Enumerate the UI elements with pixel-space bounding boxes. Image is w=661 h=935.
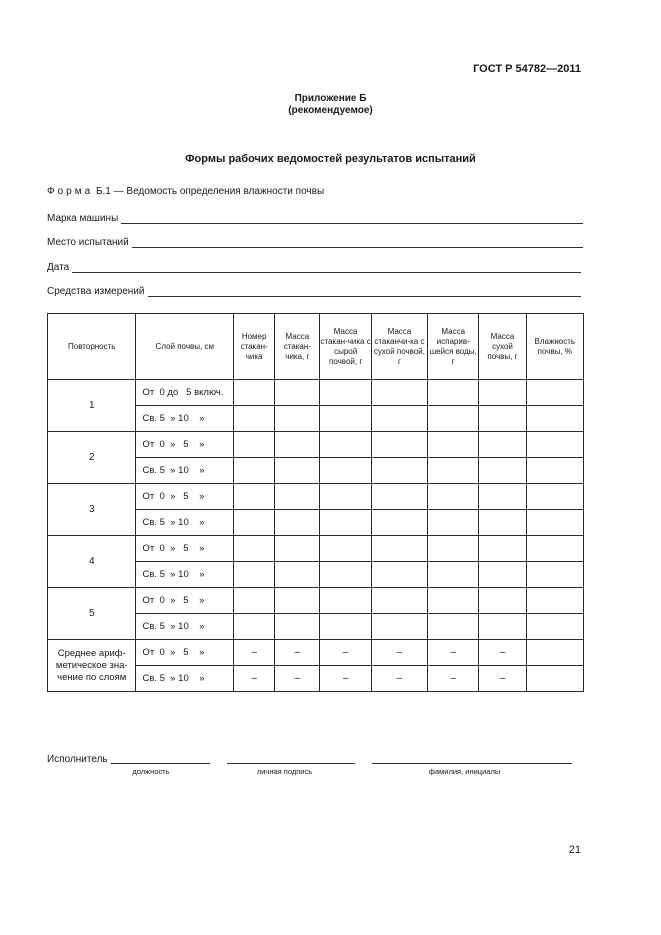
- field-place[interactable]: [47, 237, 583, 248]
- entry-cell[interactable]: [275, 536, 320, 562]
- layer-cell: От 0 » 5 »: [136, 640, 234, 666]
- entry-cell[interactable]: [526, 406, 583, 432]
- entry-cell[interactable]: [428, 588, 479, 614]
- forms-title: Формы рабочих ведомостей результатов испытаний: [185, 153, 476, 165]
- entry-cell[interactable]: [428, 484, 479, 510]
- layer-cell: Св. 5 » 10 »: [136, 458, 234, 484]
- dash-cell: –: [320, 640, 371, 666]
- entry-cell[interactable]: [479, 484, 526, 510]
- repetition-cell: 4: [48, 536, 136, 588]
- form-word: Форма: [47, 186, 94, 197]
- entry-cell[interactable]: [428, 406, 479, 432]
- column-header: Масса сухой почвы, г: [479, 314, 526, 380]
- entry-cell[interactable]: [275, 380, 320, 406]
- entry-cell[interactable]: [275, 484, 320, 510]
- dash-cell: –: [428, 666, 479, 692]
- entry-cell[interactable]: [371, 588, 427, 614]
- table-row: [48, 484, 584, 510]
- entry-cell[interactable]: [275, 510, 320, 536]
- position-line[interactable]: [111, 763, 210, 764]
- table-row: [48, 536, 584, 562]
- entry-cell[interactable]: [234, 458, 275, 484]
- entry-cell[interactable]: [479, 562, 526, 588]
- table-row: [48, 380, 584, 406]
- column-header: Номер стакан-чика: [234, 314, 275, 380]
- entry-cell[interactable]: [371, 562, 427, 588]
- repetition-cell: 3: [48, 484, 136, 536]
- table-header-row: [48, 314, 584, 380]
- entry-cell[interactable]: [526, 562, 583, 588]
- entry-cell[interactable]: [428, 614, 479, 640]
- entry-cell[interactable]: [275, 406, 320, 432]
- moisture-table: [47, 313, 584, 692]
- entry-cell[interactable]: [320, 458, 371, 484]
- form-label: [47, 186, 324, 197]
- repetition-cell: 2: [48, 432, 136, 484]
- layer-cell: Св. 5 » 10 »: [136, 562, 234, 588]
- entry-cell[interactable]: [526, 510, 583, 536]
- name-caption: фамилия, инициалы: [428, 767, 501, 776]
- column-header: Масса стакан-чика с сырой почвой, г: [320, 314, 371, 380]
- layer-cell: Св. 5 » 10 »: [136, 614, 234, 640]
- entry-cell[interactable]: [275, 588, 320, 614]
- column-header: Повторность: [48, 314, 136, 380]
- entry-cell[interactable]: [479, 458, 526, 484]
- dash-cell: –: [234, 666, 275, 692]
- signature-line[interactable]: [227, 763, 355, 764]
- entry-cell[interactable]: [428, 458, 479, 484]
- entry-cell[interactable]: [275, 458, 320, 484]
- entry-cell[interactable]: [526, 588, 583, 614]
- entry-cell[interactable]: [234, 380, 275, 406]
- entry-cell[interactable]: [526, 640, 583, 666]
- entry-cell[interactable]: [428, 380, 479, 406]
- entry-cell[interactable]: [320, 562, 371, 588]
- column-header: Влажность почвы, %: [526, 314, 583, 380]
- field-instruments[interactable]: [47, 286, 581, 297]
- dash-cell: –: [428, 640, 479, 666]
- standard-header: ГОСТ Р 54782—2011: [473, 63, 581, 75]
- entry-cell[interactable]: [234, 406, 275, 432]
- entry-cell[interactable]: [526, 484, 583, 510]
- entry-cell[interactable]: [479, 510, 526, 536]
- entry-cell[interactable]: [234, 614, 275, 640]
- entry-cell[interactable]: [371, 536, 427, 562]
- entry-cell[interactable]: [320, 406, 371, 432]
- average-label-cell: Среднее ариф-метическое зна-чение по слоям: [48, 640, 136, 692]
- entry-cell[interactable]: [479, 588, 526, 614]
- dash-cell: –: [275, 640, 320, 666]
- layer-cell: От 0 » 5 »: [136, 484, 234, 510]
- page-number: 21: [568, 844, 581, 856]
- layer-cell: От 0 » 5 »: [136, 432, 234, 458]
- annex-subtitle: (рекомендуемое): [288, 105, 373, 116]
- entry-cell[interactable]: [371, 380, 427, 406]
- entry-cell[interactable]: [526, 432, 583, 458]
- entry-cell[interactable]: [320, 380, 371, 406]
- repetition-cell: 1: [48, 380, 136, 432]
- entry-cell[interactable]: [526, 614, 583, 640]
- entry-cell[interactable]: [234, 562, 275, 588]
- column-header: Масса испарив-шейся воды, г: [428, 314, 479, 380]
- entry-cell[interactable]: [371, 432, 427, 458]
- field-date[interactable]: [47, 262, 581, 273]
- entry-cell[interactable]: [428, 432, 479, 458]
- column-header: Масса стаканчи-ка с сухой почвой, г: [371, 314, 427, 380]
- layer-cell: От 0 до 5 включ.: [136, 380, 234, 406]
- entry-cell[interactable]: [275, 432, 320, 458]
- entry-cell[interactable]: [428, 562, 479, 588]
- layer-cell: Св. 5 » 10 »: [136, 666, 234, 692]
- signature-caption: личная подпись: [256, 767, 313, 776]
- repetition-cell: 5: [48, 588, 136, 640]
- dash-cell: –: [371, 640, 427, 666]
- field-date-label: Дата: [47, 262, 70, 273]
- table-body: [48, 380, 584, 692]
- entry-cell[interactable]: [234, 484, 275, 510]
- entry-cell[interactable]: [371, 458, 427, 484]
- field-machine-label: Марка машины: [47, 213, 119, 224]
- table-row: [48, 432, 584, 458]
- average-row: [48, 640, 584, 666]
- entry-cell[interactable]: [320, 432, 371, 458]
- executor-label: Исполнитель: [47, 754, 108, 765]
- entry-cell[interactable]: [371, 510, 427, 536]
- entry-cell[interactable]: [371, 614, 427, 640]
- entry-cell[interactable]: [428, 536, 479, 562]
- entry-cell[interactable]: [526, 666, 583, 692]
- entry-cell[interactable]: [320, 614, 371, 640]
- entry-cell[interactable]: [428, 510, 479, 536]
- dash-cell: –: [371, 666, 427, 692]
- entry-cell[interactable]: [479, 614, 526, 640]
- entry-cell[interactable]: [320, 510, 371, 536]
- field-place-line[interactable]: [132, 237, 583, 248]
- entry-cell[interactable]: [320, 484, 371, 510]
- entry-cell[interactable]: [479, 406, 526, 432]
- layer-cell: От 0 » 5 »: [136, 588, 234, 614]
- entry-cell[interactable]: [479, 432, 526, 458]
- name-line[interactable]: [372, 763, 572, 764]
- column-header: Слой почвы, см: [136, 314, 234, 380]
- form-text: Б.1 — Ведомость определения влажности почвы: [95, 186, 325, 197]
- entry-cell[interactable]: [234, 588, 275, 614]
- field-instruments-line[interactable]: [148, 286, 581, 297]
- column-header: Масса стакан-чика, г: [275, 314, 320, 380]
- entry-cell[interactable]: [526, 458, 583, 484]
- position-caption: должность: [132, 767, 170, 776]
- entry-cell[interactable]: [479, 536, 526, 562]
- entry-cell[interactable]: [526, 536, 583, 562]
- layer-cell: Св. 5 » 10 »: [136, 406, 234, 432]
- entry-cell[interactable]: [234, 510, 275, 536]
- dash-cell: –: [479, 640, 526, 666]
- dash-cell: –: [234, 640, 275, 666]
- field-date-line[interactable]: [72, 262, 581, 273]
- entry-cell[interactable]: [479, 380, 526, 406]
- entry-cell[interactable]: [320, 588, 371, 614]
- dash-cell: –: [275, 666, 320, 692]
- layer-cell: Св. 5 » 10 »: [136, 510, 234, 536]
- layer-cell: От 0 » 5 »: [136, 536, 234, 562]
- entry-cell[interactable]: [371, 484, 427, 510]
- table-row: [48, 588, 584, 614]
- entry-cell[interactable]: [234, 536, 275, 562]
- annex-title: Приложение Б: [294, 93, 367, 104]
- field-machine[interactable]: [47, 213, 583, 224]
- entry-cell[interactable]: [234, 432, 275, 458]
- entry-cell[interactable]: [371, 406, 427, 432]
- field-machine-line[interactable]: [121, 213, 583, 224]
- dash-cell: –: [320, 666, 371, 692]
- entry-cell[interactable]: [526, 380, 583, 406]
- field-place-label: Место испытаний: [47, 237, 129, 248]
- entry-cell[interactable]: [275, 562, 320, 588]
- entry-cell[interactable]: [275, 614, 320, 640]
- entry-cell[interactable]: [320, 536, 371, 562]
- field-instruments-label: Средства измерений: [47, 286, 145, 297]
- dash-cell: –: [479, 666, 526, 692]
